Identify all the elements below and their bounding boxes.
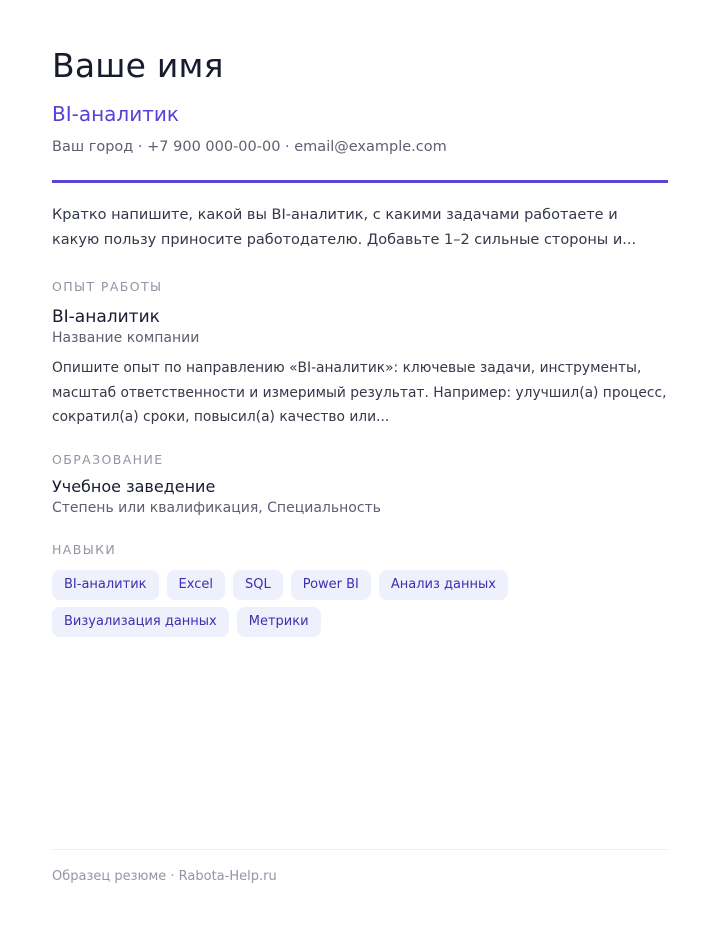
candidate-role: BI-аналитик (52, 102, 179, 126)
summary-text: Кратко напишите, какой вы BI-аналитик, с какими задачами работаете и какую пользу приносите работодателю. Добавьте 1–2 сильные стороны и... (52, 207, 637, 248)
skill-chip: Метрики (237, 607, 321, 637)
skill-chip: Excel (167, 570, 225, 600)
experience-section-title: ОПЫТ РАБОТЫ (52, 279, 163, 294)
skills-section-title: НАВЫКИ (52, 542, 117, 557)
skill-chip: Визуализация данных (52, 607, 229, 637)
skill-chip: Анализ данных (379, 570, 508, 600)
education-degree: Степень или квалификация, Специальность (52, 500, 381, 516)
skills-list (52, 570, 672, 637)
education-section-title: ОБРАЗОВАНИЕ (52, 452, 164, 467)
skill-chip: SQL (233, 570, 283, 600)
company-name: Название компании (52, 330, 200, 346)
education-institution: Учебное заведение (52, 477, 216, 496)
header-divider (52, 180, 668, 183)
job-title: BI-аналитик (52, 307, 160, 327)
resume-page (52, 0, 668, 936)
footer-text: Образец резюме · Rabota-Help.ru (52, 869, 277, 884)
job-description: Опишите опыт по направлению «BI-аналитик»: ключевые задачи, инструменты, масштаб ответственности и измеримый результат. Например: улучшил(а) процесс, сократил(а) сроки, повысил(а) качество или... (52, 360, 667, 425)
footer-divider (52, 849, 668, 850)
skill-chip: BI-аналитик (52, 570, 159, 600)
skill-chip: Power BI (291, 570, 371, 600)
contact-line: Ваш город · +7 900 000-00-00 · email@example.com (52, 139, 447, 155)
candidate-name: Ваше имя (52, 46, 224, 85)
